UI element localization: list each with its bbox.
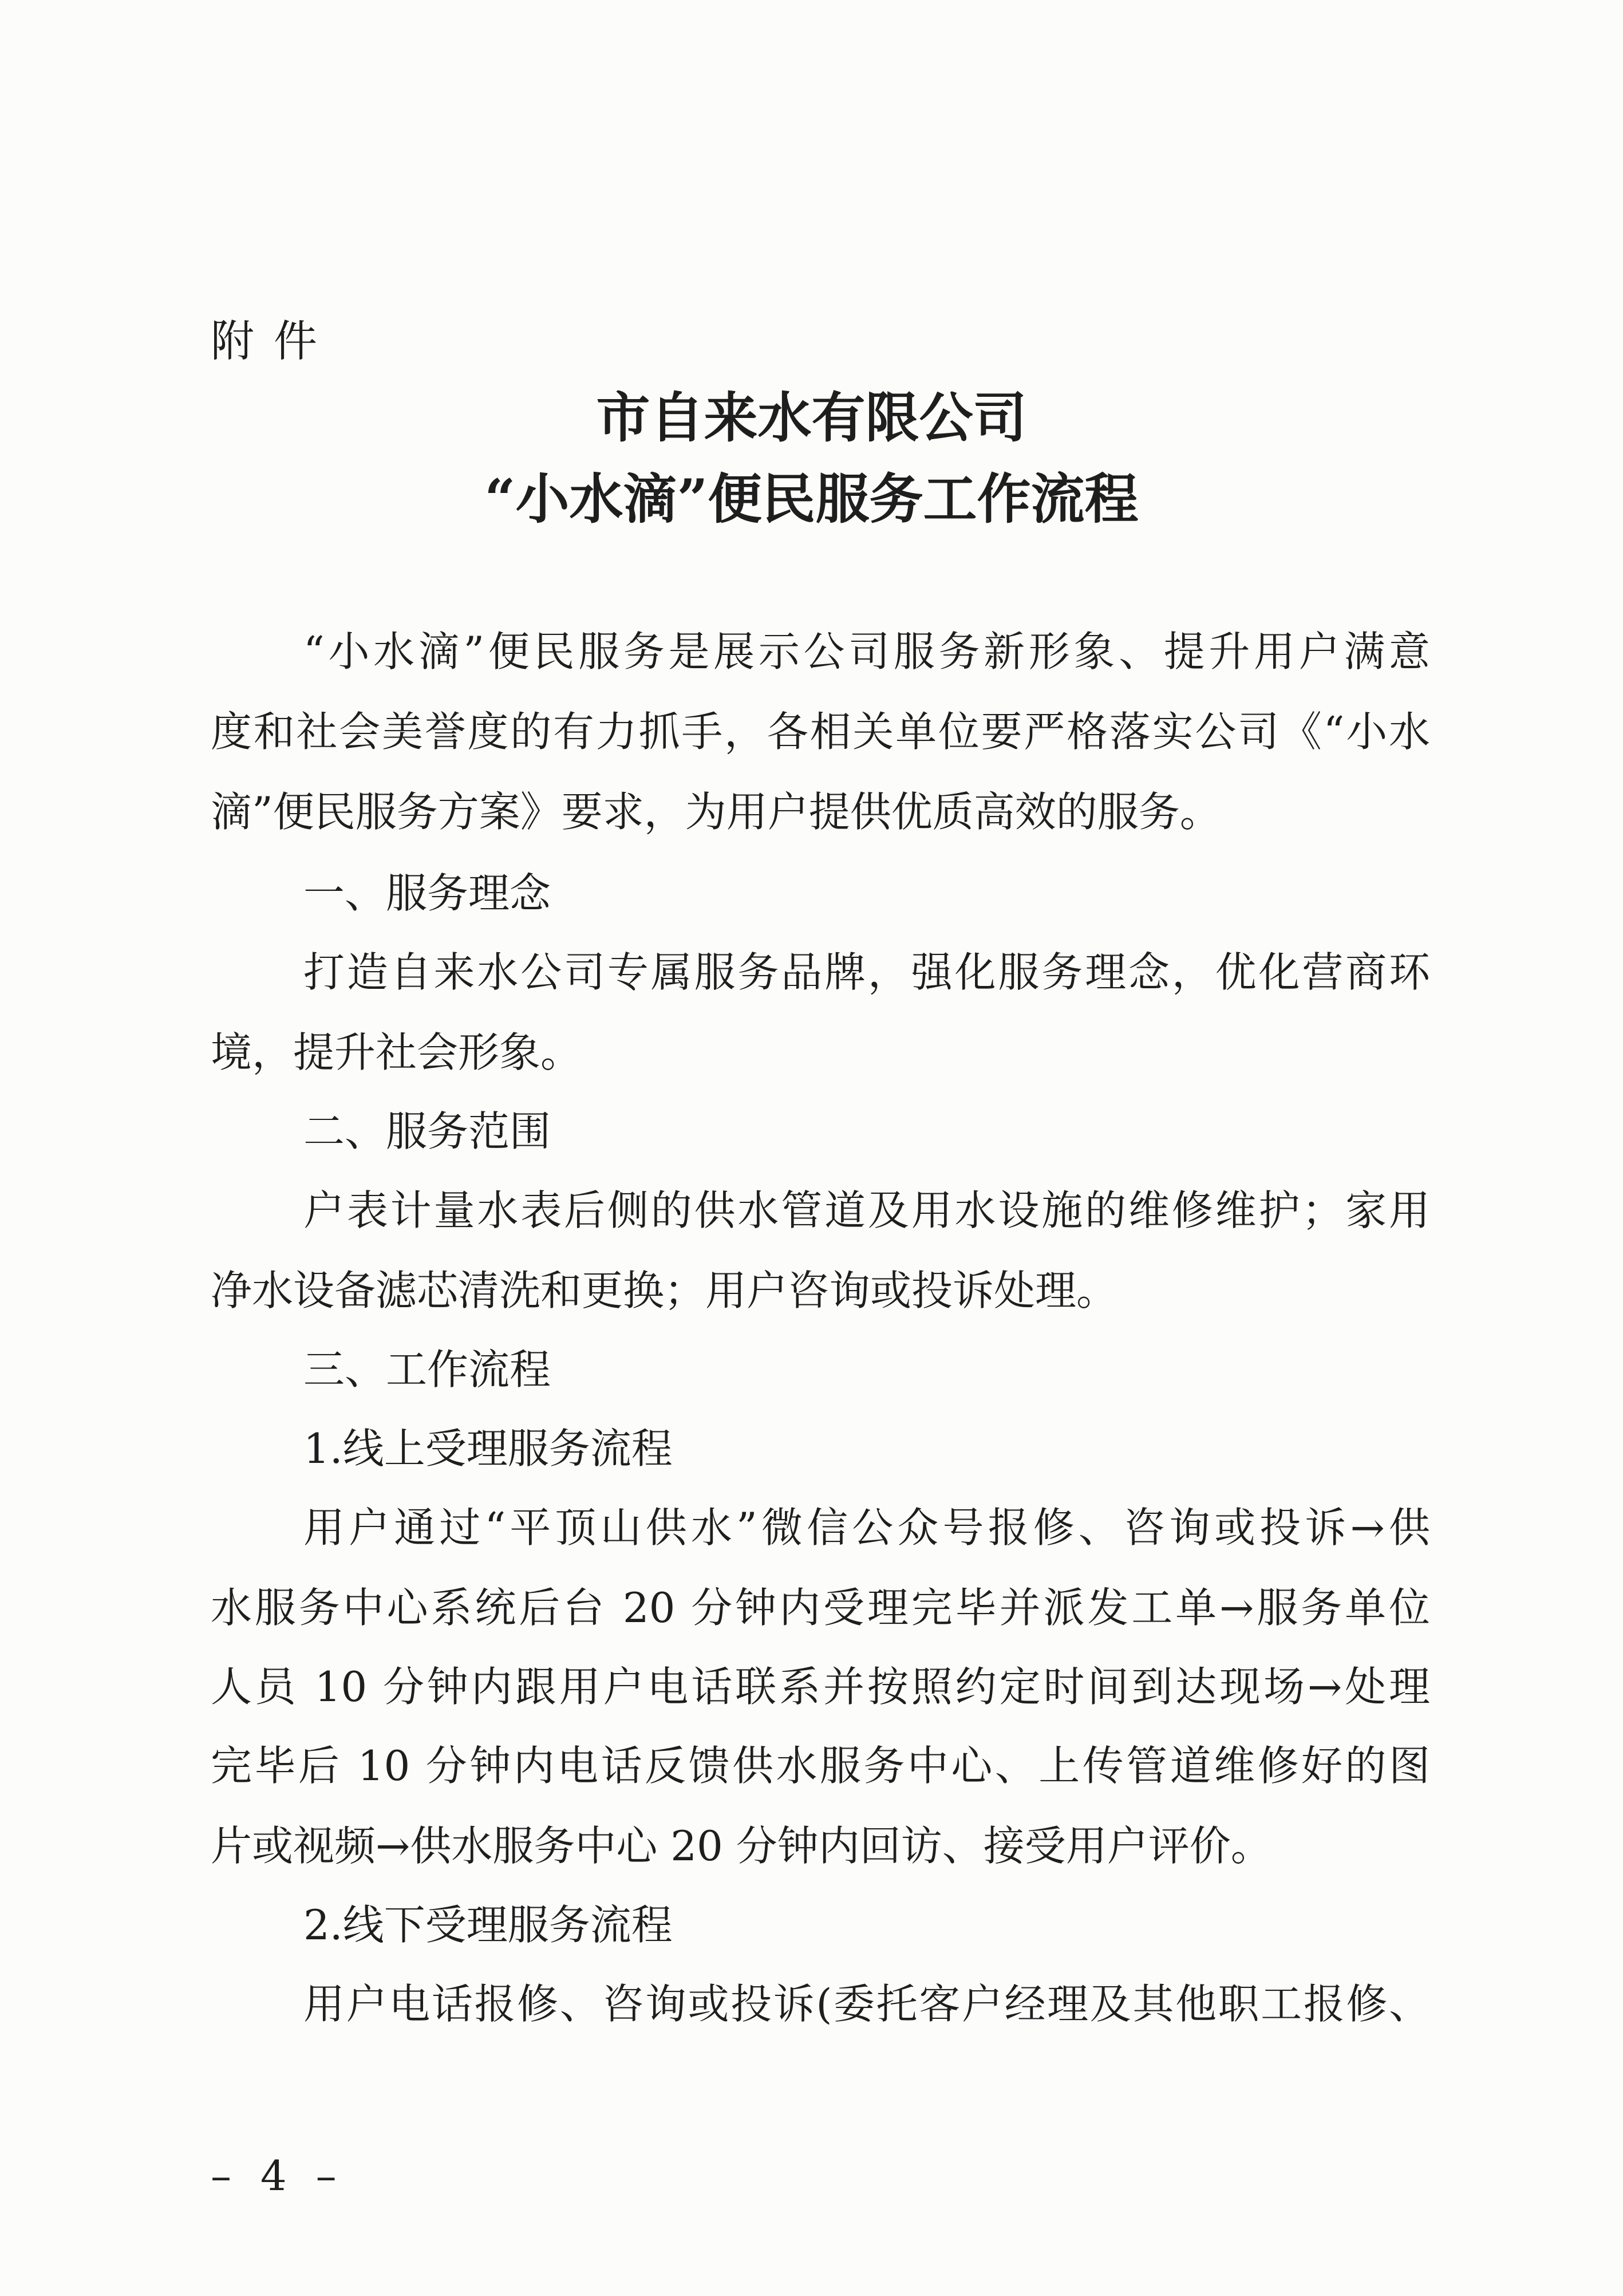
subsection-heading-1: 1.线上受理服务流程 (303, 1425, 673, 1473)
page-number: – 4 – (211, 2152, 345, 2200)
section-2-line-2: 净水设备滤芯清洗和更换；用户咨询或投诉处理。 (211, 1267, 1118, 1315)
subsection-2-line-1: 用户电话报修、咨询或投诉(委托客户经理及其他职工报修、 (303, 1980, 1430, 2028)
intro-line-2: 度和社会美誉度的有力抓手，各相关单位要严格落实公司《“小水 (211, 708, 1430, 756)
document-title-line-2: “小水滴”便民服务工作流程 (484, 468, 1139, 531)
intro-line-1: “小水滴”便民服务是展示公司服务新形象、提升用户满意 (303, 628, 1430, 676)
section-heading-1: 一、服务理念 (303, 869, 551, 917)
section-1-line-1: 打造自来水公司专属服务品牌，强化服务理念，优化营商环 (303, 948, 1430, 996)
subsection-1-line-2: 水服务中心系统后台 20 分钟内受理完毕并派发工单→服务单位 (211, 1584, 1430, 1632)
section-heading-2: 二、服务范围 (303, 1107, 551, 1155)
attachment-label: 附件 (211, 315, 337, 366)
subsection-1-line-5: 片或视频→供水服务中心 20 分钟内回访、接受用户评价。 (211, 1822, 1272, 1870)
subsection-heading-2: 2.线下受理服务流程 (303, 1901, 673, 1949)
intro-line-3: 滴”便民服务方案》要求，为用户提供优质高效的服务。 (211, 788, 1221, 836)
section-1-line-2: 境，提升社会形象。 (211, 1028, 582, 1076)
section-heading-3: 三、工作流程 (303, 1346, 551, 1394)
subsection-1-line-4: 完毕后 10 分钟内电话反馈供水服务中心、上传管道维修好的图 (211, 1742, 1430, 1790)
document-title-line-1: 市自来水有限公司 (596, 386, 1027, 449)
section-2-line-1: 户表计量水表后侧的供水管道及用水设施的维修维护；家用 (303, 1186, 1430, 1234)
subsection-1-line-1: 用户通过“平顶山供水”微信公众号报修、咨询或投诉→供 (303, 1504, 1430, 1552)
subsection-1-line-3: 人员 10 分钟内跟用户电话联系并按照约定时间到达现场→处理 (211, 1663, 1430, 1711)
